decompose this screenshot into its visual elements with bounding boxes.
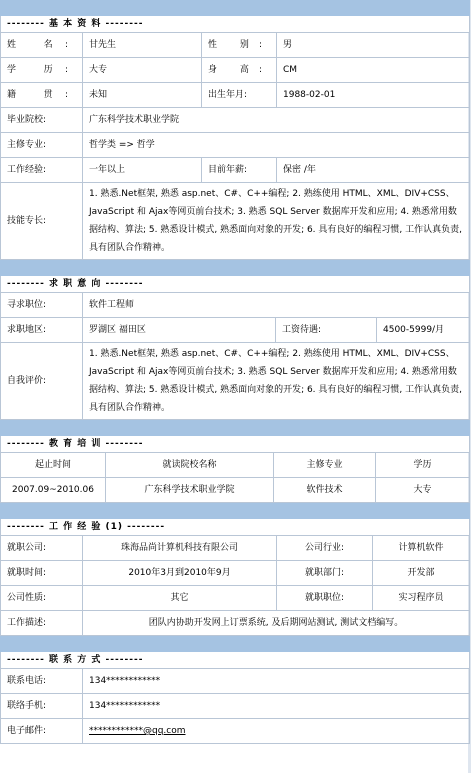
birth-label: 出生年月: <box>202 83 277 108</box>
gender-label: 性 别: <box>202 33 277 58</box>
phone-label: 联系电话: <box>1 669 83 694</box>
section-band <box>1 261 470 276</box>
native-label: 籍 贯: <box>1 83 83 108</box>
company-label: 就职公司: <box>1 536 83 561</box>
name-value: 甘先生 <box>83 33 202 58</box>
nature-value: 其它 <box>83 586 277 611</box>
section-band <box>1 421 470 436</box>
section-title-job: -------- 求 职 意 向 -------- <box>1 276 470 293</box>
area-label: 求职地区: <box>1 318 83 343</box>
experience-label: 工作经验: <box>1 158 83 183</box>
education-label: 学 历: <box>1 58 83 83</box>
height-value: CM <box>277 58 470 83</box>
contact-table <box>0 636 470 744</box>
section-band <box>1 1 470 16</box>
edu-major: 软件技术 <box>274 478 376 503</box>
work-time-value: 2010年3月到2010年9月 <box>83 561 277 586</box>
work-experience-table <box>0 503 470 636</box>
school-label: 毕业院校: <box>1 108 83 133</box>
skills-label: 技能专长: <box>1 183 83 260</box>
section-title-edu: -------- 教 育 培 训 -------- <box>1 436 470 453</box>
dept-value: 开发部 <box>373 561 470 586</box>
section-title-basic: -------- 基 本 资 料 -------- <box>1 16 470 33</box>
edu-period: 2007.09~2010.06 <box>1 478 106 503</box>
email-link[interactable]: ************@qq.com <box>89 726 186 736</box>
job-intent-table <box>0 260 470 420</box>
major-label: 主修专业: <box>1 133 83 158</box>
gender-value: 男 <box>277 33 470 58</box>
edu-header-school: 就读院校名称 <box>106 453 274 478</box>
salary-value: 保密 /年 <box>277 158 470 183</box>
company-value: 珠海品尚计算机科技有限公司 <box>83 536 277 561</box>
work-desc-value: 团队内协助开发网上订票系统, 及后期网站测试, 测试文档编写。 <box>83 611 470 636</box>
height-label: 身 高: <box>202 58 277 83</box>
industry-label: 公司行业: <box>277 536 373 561</box>
work-desc-label: 工作描述: <box>1 611 83 636</box>
school-value: 广东科学技术职业学院 <box>83 108 470 133</box>
edu-header-period: 起止时间 <box>1 453 106 478</box>
name-label: 姓 名: <box>1 33 83 58</box>
education-table <box>0 420 470 503</box>
pay-label: 工资待遇: <box>276 318 377 343</box>
pay-value: 4500-5999/月 <box>377 318 470 343</box>
section-title-contact: -------- 联 系 方 式 -------- <box>1 652 470 669</box>
birth-value: 1988-02-01 <box>277 83 470 108</box>
edu-school: 广东科学技术职业学院 <box>106 478 274 503</box>
section-band <box>1 637 470 652</box>
edu-header-degree: 学历 <box>376 453 470 478</box>
mobile-value: 134************ <box>83 694 470 719</box>
phone-value: 134************ <box>83 669 470 694</box>
table-row <box>1 478 470 503</box>
area-value: 罗湖区 福田区 <box>83 318 276 343</box>
edu-degree: 大专 <box>376 478 470 503</box>
position-value: 软件工程师 <box>83 293 470 318</box>
dept-label: 就职部门: <box>277 561 373 586</box>
role-label: 就职职位: <box>277 586 373 611</box>
role-value: 实习程序员 <box>373 586 470 611</box>
section-title-work: -------- 工 作 经 验 (1) -------- <box>1 519 470 536</box>
mobile-label: 联络手机: <box>1 694 83 719</box>
native-value: 未知 <box>83 83 202 108</box>
email-label: 电子邮件: <box>1 719 83 744</box>
education-value: 大专 <box>83 58 202 83</box>
skills-value: 1. 熟悉.Net框架, 熟悉 asp.net、C#、C++编程; 2. 熟练使用 HTML、XML、DIV+CSS、JavaScript 和 Ajax等网页前台技术; 3. 熟悉 SQL Server 数据库开发和应用; 4. 熟悉常用数据结构、算法; 5. 熟悉设计模式, 熟悉面向对象的开发; 6. 具有良好的编程习惯, 工作认真负责, 具有团队合作精神。 <box>83 183 470 260</box>
basic-info-table <box>0 0 470 260</box>
position-label: 寻求职位: <box>1 293 83 318</box>
industry-value: 计算机软件 <box>373 536 470 561</box>
section-band <box>1 504 470 519</box>
self-eval-value: 1. 熟悉.Net框架, 熟悉 asp.net、C#、C++编程; 2. 熟练使用 HTML、XML、DIV+CSS、JavaScript 和 Ajax等网页前台技术; 3. 熟悉 SQL Server 数据库开发和应用; 4. 熟悉常用数据结构、算法; 5. 熟悉设计模式, 熟悉面向对象的开发; 6. 具有良好的编程习惯, 工作认真负责, 具有团队合作精神。 <box>83 343 470 420</box>
self-eval-label: 自我评价: <box>1 343 83 420</box>
nature-label: 公司性质: <box>1 586 83 611</box>
work-time-label: 就职时间: <box>1 561 83 586</box>
experience-value: 一年以上 <box>83 158 202 183</box>
salary-label: 目前年薪: <box>202 158 277 183</box>
major-value: 哲学类 => 哲学 <box>83 133 470 158</box>
edu-header-major: 主修专业 <box>274 453 376 478</box>
